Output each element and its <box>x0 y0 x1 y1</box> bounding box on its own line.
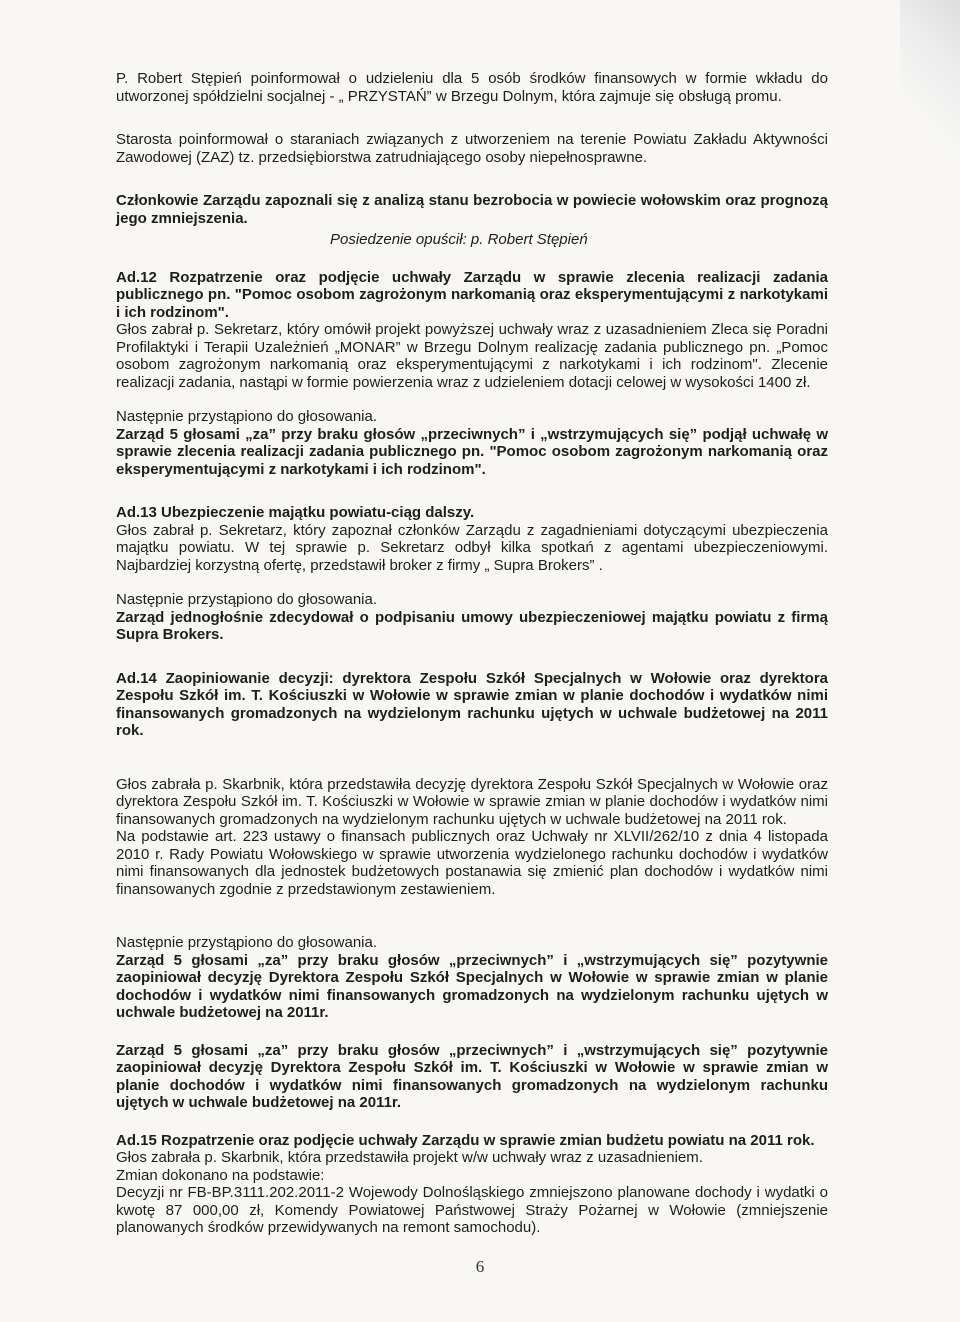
resolution: Zarząd jednogłośnie zdecydował o podpisaniu umowy ubezpieczeniowej majątku powiatu z firmą Supra Brokers. <box>116 608 828 643</box>
page-number: 6 <box>475 1257 485 1276</box>
agenda-item-heading: Ad.14 Zaopiniowanie decyzji: dyrektora Zespołu Szkół Specjalnych w Wołowie oraz dyrektora Zespołu Szkół im. T. Kościuszki w Wołowie w sprawie zmian w planie dochodów i wydatków nimi finansowanych gromadzonych na wydzielonym rachunku ujętych w uchwale budżetowej na 2011 rok. <box>116 669 828 739</box>
resolution: Zarząd 5 głosami „za” przy braku głosów „przeciwnych” i „wstrzymujących się” pozytywnie zaopiniował decyzję Dyrektora Zespołu Szkół Specjalnych w Wołowie w sprawie zmian w planie dochodów i wydatków nimi finansowanych gromadzonych na wydzielonym rachunku ujętych w uchwale budżetowej na 2011r. <box>116 951 828 1021</box>
agenda-item-heading: Ad.13 Ubezpieczenie majątku powiatu-ciąg dalszy. <box>116 504 475 521</box>
paragraph: Decyzji nr FB-BP.3111.202.2011-2 Wojewody Dolnośląskiego zmniejszono planowane dochody i wydatki o kwotę 87 000,00 zł, Komendy Powiatowej Państwowej Straży Pożarnej w Wołowie (zmniejszenie planowanych środków przewidywanych na remont samochodu). <box>116 1184 828 1236</box>
paragraph: Na podstawie art. 223 ustawy o finansach publicznych oraz Uchwały nr XLVII/262/10 z dnia 4 listopada 2010 r. Rady Powiatu Wołowskiego w sprawie utworzenia wydzielonego rachunku dochodów i wydatków nimi finansowanych dla jednostek budżetowych postanawia się zmienić plan dochodów i wydatków nimi finansowanych zgodnie z przedstawionym zestawieniem. <box>116 828 828 898</box>
document-body <box>116 70 828 1237</box>
resolution: Zarząd 5 głosami „za” przy braku głosów „przeciwnych” i „wstrzymujących się” pozytywnie zaopiniował decyzję Dyrektora Zespołu Szkół im. T. Kościuszki w Wołowie w sprawie zmian w planie dochodów i wydatków nimi finansowanych gromadzonych na wydzielonym rachunku ujętych w uchwale budżetowej na 2011r. <box>116 1041 828 1111</box>
paragraph: Głos zabrał p. Sekretarz, który zapoznał członków Zarządu z zagadnieniami dotyczącymi ubezpieczenia majątku powiatu. W tej sprawie p. Sekretarz odbył kilka spotkań z agentami ubezpieczeniowymi. Najbardziej korzystną ofertę, przedstawił broker z firmy „ Supra Brokers” . <box>116 521 828 574</box>
resolution: Zarząd 5 głosami „za” przy braku głosów „przeciwnych” i „wstrzymujących się” podjął uchwałę w sprawie zlecenia realizacji zadania publicznego pn. "Pomoc osobom zagrożonym narkomanią oraz eksperymentującymi z narkotykami i ich rodzinom". <box>116 425 828 478</box>
paragraph: Starosta poinformował o staraniach związanych z utworzeniem na terenie Powiatu Zakładu Aktywności Zawodowej (ZAZ) tz. przedsiębiorstwa zatrudniającego osoby niepełnosprawne. <box>116 131 828 166</box>
paragraph: Następnie przystąpiono do głosowania. <box>116 408 377 425</box>
agenda-item-heading: Ad.12 Rozpatrzenie oraz podjęcie uchwały Zarządu w sprawie zlecenia realizacji zadania publicznego pn. "Pomoc osobom zagrożonym narkomanią oraz eksperymentującymi z narkotykami i ich rodzinom". <box>116 268 828 321</box>
paragraph: Zmian dokonano na podstawie: <box>116 1166 325 1184</box>
agenda-item-heading: Ad.15 Rozpatrzenie oraz podjęcie uchwały Zarządu w sprawie zmian budżetu powiatu na 2011 rok. <box>116 1131 815 1149</box>
paragraph: Głos zabrała p. Skarbnik, która przedstawiła projekt w/w uchwały wraz z uzasadnieniem. <box>116 1149 703 1166</box>
paragraph: Członkowie Zarządu zapoznali się z analizą stanu bezrobocia w powiecie wołowskim oraz prognozą jego zmniejszenia. <box>116 192 828 227</box>
paragraph: P. Robert Stępień poinformował o udzieleniu dla 5 osób środków finansowych w formie wkładu do utworzonej spółdzielni socjalnej - „ PRZYSTAŃ” w Brzegu Dolnym, która zajmuje się obsługą promu. <box>116 70 828 105</box>
paragraph: Głos zabrał p. Sekretarz, który omówił projekt powyższej uchwały wraz z uzasadnieniem Zleca się Poradni Profilaktyki i Terapii Uzależnień „MONAR” w Brzegu Dolnym realizację zadania publicznego pn. „Pomoc osobom zagrożonym narkomanią oraz eksperymentującymi z narkotykami i ich rodzinom". Zlecenie realizacji zadania, nastąpi w formie powierzenia wraz z udzieleniem dotacji celowej w wysokości 1400 zł. <box>116 321 828 391</box>
paragraph: Następnie przystąpiono do głosowania. <box>116 934 377 951</box>
paragraph: Głos zabrała p. Skarbnik, która przedstawiła decyzję dyrektora Zespołu Szkół Specjalnych w Wołowie oraz dyrektora Zespołu Szkół im. T. Kościuszki w Wołowie w sprawie zmian w planie dochodów i wydatków nimi finansowanych gromadzonych na wydzielonym rachunku ujętych w uchwale budżetowej na 2011 rok. <box>116 775 828 828</box>
paragraph: Następnie przystąpiono do głosowania. <box>116 591 377 608</box>
paragraph: Posiedzenie opuścił: p. Robert Stępień <box>330 231 588 248</box>
scan-shadow <box>900 0 960 170</box>
